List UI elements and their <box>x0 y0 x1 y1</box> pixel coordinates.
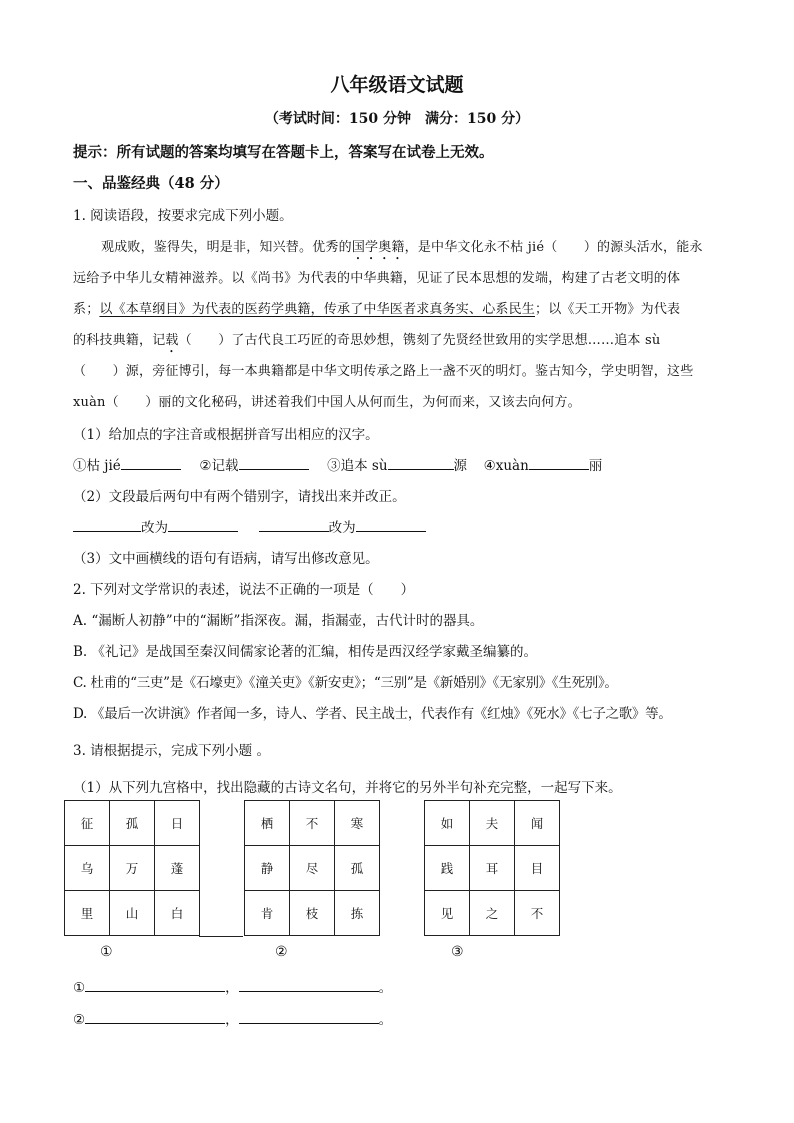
page-title: 八年级语文试题 <box>330 74 464 96</box>
answer-blank[interactable] <box>168 517 238 532</box>
grid-cell: 山 <box>110 891 155 936</box>
passage-line-1 <box>101 236 703 263</box>
change-label: 改为 <box>141 520 168 536</box>
blank-tail: 丽 <box>588 458 603 474</box>
passage-text: 观成败，鉴得失，明是非，知兴替。优秀的 <box>101 240 352 255</box>
grid-cell: 目 <box>515 846 560 891</box>
answer-blank[interactable] <box>239 977 379 992</box>
blank-label: ②记载 <box>199 458 239 474</box>
grid-cell: 不 <box>290 801 335 846</box>
q1-sub1-blanks <box>73 454 602 474</box>
answer-blank[interactable] <box>239 1009 379 1024</box>
answer-blank[interactable] <box>73 517 141 532</box>
answer-end: 。 <box>378 980 393 996</box>
q1-stem: 1. 阅读语段，按要求完成下列小题。 <box>73 208 293 224</box>
grid-cell: 之 <box>470 891 515 936</box>
answer-comma: ， <box>225 1012 239 1028</box>
passage-dotted-text: 载 <box>165 333 179 348</box>
passage-line-2: 远给予中华儿女精神滋养。以《尚书》为代表的中华典籍，见证了民本思想的发端，构建了古老文明的体 <box>73 271 681 286</box>
q1-sub3-prompt: （3）文中画横线的语句有语病，请写出修改意见。 <box>73 551 379 567</box>
change-label: 改为 <box>328 520 356 536</box>
passage-text: （ ）了古代良工巧匠的奇思妙想，镌刻了先贤经世致用的实学思想……追本 sù <box>178 333 661 348</box>
grid-cell: 静 <box>245 846 290 891</box>
grid-label-3: ③ <box>451 944 464 960</box>
answer-blank[interactable] <box>239 455 309 470</box>
answer-blank[interactable] <box>259 517 329 532</box>
passage-line-4 <box>73 329 660 356</box>
q1-sub2-prompt: （2）文段最后两句中有两个错别字，请找出来并改正。 <box>73 489 406 505</box>
grid-cell: 日 <box>155 801 200 846</box>
grid-cell: 乌 <box>65 846 110 891</box>
passage-text: ；以《天工开物》为代表 <box>535 302 681 317</box>
grid-cell: 栖 <box>245 801 290 846</box>
grid-cell: 如 <box>425 801 470 846</box>
answer-number: ① <box>73 980 86 996</box>
grid-cell: 肯 <box>245 891 290 936</box>
grid-cell: 见 <box>425 891 470 936</box>
exam-tip: 提示：所有试题的答案均填写在答题卡上，答案写在试卷上无效。 <box>73 144 494 161</box>
answer-blank[interactable] <box>529 455 589 470</box>
q3-stem: 3. 请根据提示，完成下列小题 。 <box>73 743 270 759</box>
grid-cell: 万 <box>110 846 155 891</box>
grid-cell: 孤 <box>335 846 380 891</box>
q1-sub2-blanks <box>73 516 426 536</box>
q2-option-d[interactable]: D. 《最后一次讲演》作者闻一多，诗人、学者、民主战士，代表作有《红烛》《死水》《七子之歌》等。 <box>73 706 672 722</box>
grid-cell: 耳 <box>470 846 515 891</box>
q1-sub1-prompt: （1）给加点的字注音或根据拼音写出相应的汉字。 <box>73 427 379 443</box>
grid-cell: 尽 <box>290 846 335 891</box>
grid-cell: 里 <box>65 891 110 936</box>
passage-line-5: （ ）源，旁征博引，每一本典籍都是中华文明传承之路上一盏不灭的明灯。鉴古知今，学史明智，这些 <box>73 364 694 379</box>
grid-cell: 践 <box>425 846 470 891</box>
answer-number: ② <box>73 1012 86 1028</box>
grid-cell: 夫 <box>470 801 515 846</box>
grid-cell: 白 <box>155 891 200 936</box>
answer-blank[interactable] <box>85 1009 225 1024</box>
blank-tail: 源 <box>453 458 468 474</box>
passage-text: ，是中华文化永不枯 jié（ ）的源头活水，能永 <box>404 240 703 255</box>
passage-text: 系； <box>73 302 100 317</box>
nine-grid-1 <box>64 800 200 936</box>
exam-info: （考试时间：150 分钟 满分：150 分） <box>264 111 530 127</box>
answer-end: 。 <box>378 1012 393 1028</box>
grid-cell: 蓬 <box>155 846 200 891</box>
blank-label: ①枯 jié <box>73 458 121 474</box>
answer-line-2 <box>73 1008 392 1028</box>
answer-blank[interactable] <box>356 517 426 532</box>
grid-cell: 孤 <box>110 801 155 846</box>
q2-option-c[interactable]: C. 杜甫的“三吏”是《石壕吏》《潼关吏》《新安吏》；“三别”是《新婚别》《无家别》《生死别》。 <box>73 675 618 691</box>
passage-dotted-text: 国学奥籍 <box>351 240 405 255</box>
answer-blank[interactable] <box>388 455 454 470</box>
grid-label-2: ② <box>275 944 288 960</box>
grid-cell: 征 <box>65 801 110 846</box>
blank-label: ③追本 sù <box>327 458 388 474</box>
blank-label: ④xuàn <box>483 458 529 474</box>
grid-cell: 拣 <box>335 891 380 936</box>
passage-line-6: xuàn（ ）丽的文化秘码，讲述着我们中国人从何而生，为何而来，又该去向何方。 <box>73 395 581 410</box>
answer-blank[interactable] <box>121 455 181 470</box>
grid-cell: 不 <box>515 891 560 936</box>
grid-cell: 闻 <box>515 801 560 846</box>
passage-text: 的科技典籍，记 <box>73 333 166 348</box>
section-heading: 一、品鉴经典（48 分） <box>73 175 229 192</box>
q2-option-a[interactable]: A. “漏断人初静”中的“漏断”指深夜。漏，指漏壶，古代计时的器具。 <box>73 613 484 629</box>
nine-grid-2 <box>244 800 380 936</box>
grid-label-1: ① <box>100 944 113 960</box>
grid-cell: 寒 <box>335 801 380 846</box>
q2-option-b[interactable]: B. 《礼记》是战国至秦汉间儒家论著的汇编，相传是西汉经学家戴圣编纂的。 <box>73 644 538 660</box>
answer-blank[interactable] <box>85 977 225 992</box>
grid-cell: 枝 <box>290 891 335 936</box>
q2-stem: 2. 下列对文学常识的表述，说法不正确的一项是（ ） <box>73 582 415 598</box>
passage-line-3 <box>73 298 680 317</box>
answer-line-1 <box>73 976 392 996</box>
q3-sub1-prompt: （1）从下列九宫格中，找出隐藏的古诗文名句，并将它的另外半句补充完整，一起写下来。 <box>73 780 622 796</box>
grid-separator <box>199 800 243 937</box>
nine-grid-3 <box>424 800 560 936</box>
underlined-sentence: 以《本草纲目》为代表的医药学典籍，传承了中华医者求真务实、心系民生 <box>99 302 536 317</box>
answer-comma: ， <box>225 980 239 996</box>
